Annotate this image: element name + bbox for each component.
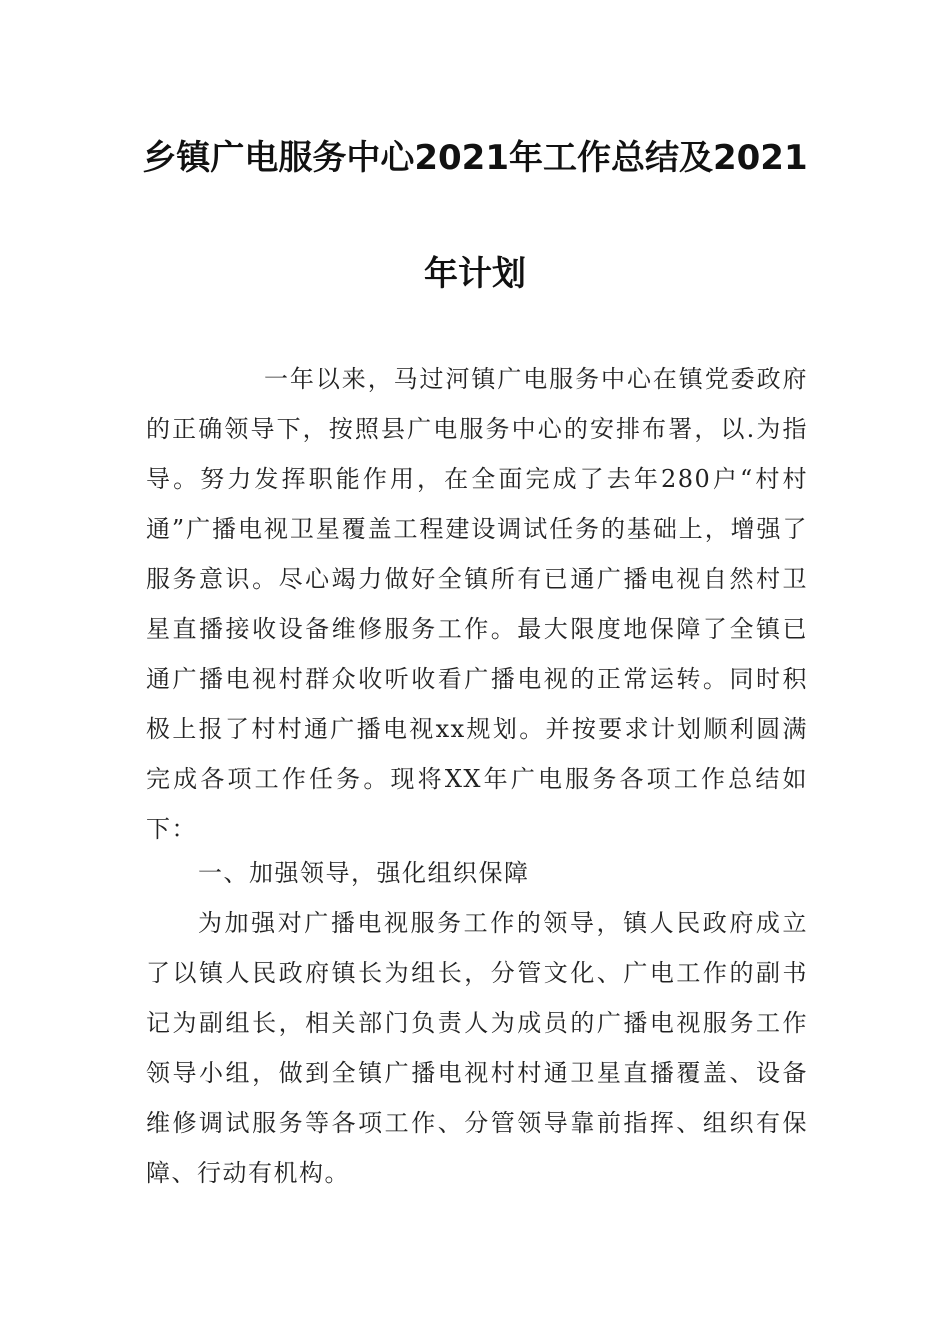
document-title-line-1: 乡镇广电服务中心2021年工作总结及2021	[142, 138, 808, 178]
section-1-paragraph: 为加强对广播电视服务工作的领导，镇人民政府成立了以镇人民政府镇长为组长，分管文化、广电工作的副书记为副组长，相关部门负责人为成员的广播电视服务工作领导小组，做到全镇广播电视村村通卫星直播覆盖、设备维修调试服务等各项工作、分管领导靠前指挥、组织有保障、行动有机构。	[146, 909, 808, 1187]
document-title-line-2: 年计划	[424, 254, 526, 294]
intro-paragraph: 一年以来，马过河镇广电服务中心在镇党委政府的正确领导下，按照县广电服务中心的安排布署，以.为指导。努力发挥职能作用，在全面完成了去年280户“村村通”广播电视卫星覆盖工程建设调试任务的基础上，增强了服务意识。尽心竭力做好全镇所有已通广播电视自然村卫星直播接收设备维修服务工作。最大限度地保障了全镇已通广播电视村群众收听收看广播电视的正常运转。同时积极上报了村村通广播电视xx规划。并按要求计划顺利圆满完成各项工作任务。现将XX年广电服务各项工作总结如下：	[146, 365, 808, 843]
section-heading-1: 一、加强领导，强化组织保障	[198, 859, 530, 887]
